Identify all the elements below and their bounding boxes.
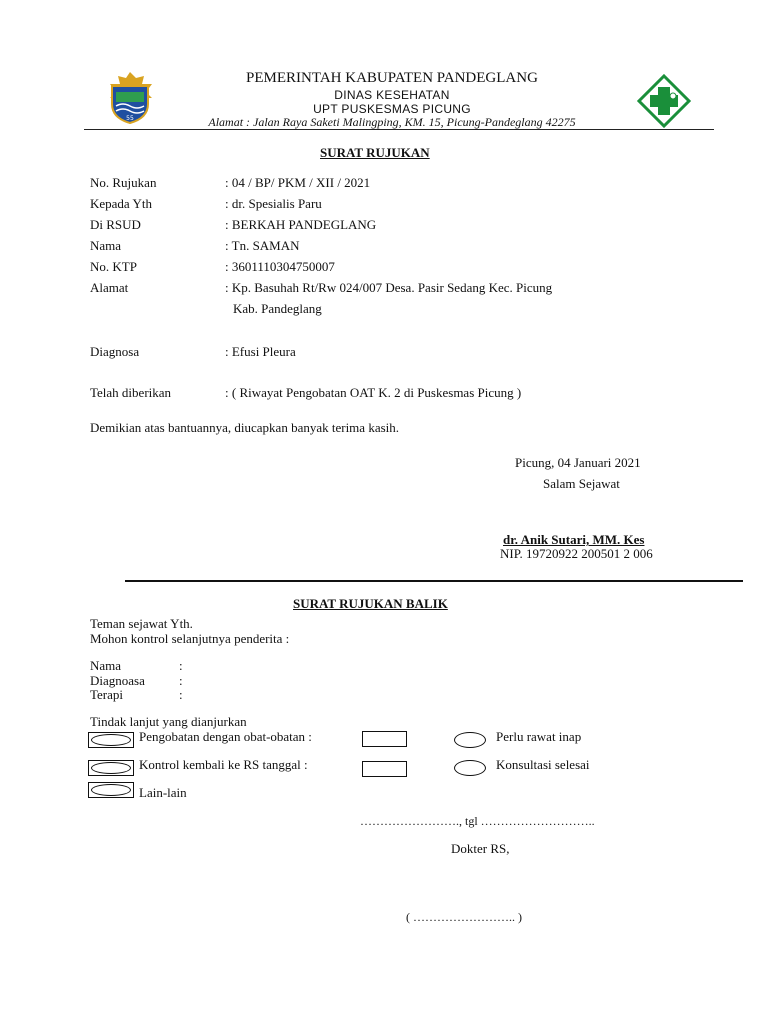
balik-field-colon: : [179,658,183,673]
alamat-line2: Kab. Pandeglang [233,301,322,316]
field-value: : BERKAH PANDEGLANG [225,217,377,232]
rawat-inap-radio[interactable] [454,732,486,748]
lain-checkbox[interactable] [88,782,134,798]
header-puskesmas: UPT PUSKESMAS PICUNG [313,102,471,116]
obat-oval-icon [91,734,131,746]
balik-title: SURAT RUJUKAN BALIK [293,596,448,611]
kontrol-checkbox[interactable] [88,760,134,776]
field-value: : 04 / BP/ PKM / XII / 2021 [225,175,371,190]
field-label: Di RSUD [90,217,141,232]
doctor-name: dr. Anik Sutari, MM. Kes [503,532,645,547]
obat-input-box[interactable] [362,731,407,747]
place-date: Picung, 04 Januari 2021 [515,455,641,470]
dokter-rs: Dokter RS, [451,841,510,856]
header-address: Alamat : Jalan Raya Saketi Malingping, KM. 15, Picung-Pandeglang 42275 [208,115,576,129]
field-value: : Tn. SAMAN [225,238,300,253]
balik-field-colon: : [179,687,183,702]
konsultasi-label: Konsultasi selesai [496,757,590,772]
signature-placeholder: ( …………………….. ) [406,910,522,924]
field-value: : dr. Spesialis Paru [225,196,322,211]
place-date-line: ……………………., tgl ……………………….. [360,814,595,828]
kontrol-oval-icon [91,762,131,774]
diagnosa-value: : Efusi Pleura [225,344,296,359]
balik-greeting: Teman sejawat Yth. [90,616,193,631]
diberikan-value: : ( Riwayat Pengobatan OAT K. 2 di Puskesmas Picung ) [225,385,522,400]
rujukan-title: SURAT RUJUKAN [320,145,430,160]
header-department: DINAS KESEHATAN [334,88,450,102]
field-label: Nama [90,238,122,253]
obat-label: Pengobatan dengan obat-obatan : [139,729,312,744]
kontrol-label: Kontrol kembali ke RS tanggal : [139,757,308,772]
lain-oval-icon [91,784,131,796]
balik-field-label: Nama [90,658,122,673]
diberikan-label: Telah diberikan [90,385,172,400]
rawat-inap-label: Perlu rawat inap [496,729,582,744]
lain-label: Lain-lain [139,785,187,800]
balik-field-colon: : [179,673,183,688]
field-label: Kepada Yth [90,196,152,211]
balik-field-label: Terapi [90,687,124,702]
field-label: Alamat [90,280,129,295]
field-label: No. Rujukan [90,175,157,190]
diagnosa-label: Diagnosa [90,344,140,359]
kontrol-date-box[interactable] [362,761,407,777]
emblem-number: 55 [126,115,134,122]
header-title: PEMERINTAH KABUPATEN PANDEGLANG [246,70,538,86]
obat-checkbox[interactable] [88,732,134,748]
section-divider [125,580,743,582]
field-value: : Kp. Basuhah Rt/Rw 024/007 Desa. Pasir Sedang Kec. Picung [225,280,553,295]
balik-request: Mohon kontrol selanjutnya penderita : [90,631,290,646]
field-value: : 3601110304750007 [225,259,335,274]
tindak-lanjut: Tindak lanjut yang dianjurkan [90,714,247,729]
konsultasi-radio[interactable] [454,760,486,776]
balik-field-label: Diagnoasa [90,673,145,688]
closing-text: Demikian atas bantuannya, diucapkan banyak terima kasih. [90,420,400,435]
salam-sejawat: Salam Sejawat [543,476,620,491]
field-label: No. KTP [90,259,137,274]
doctor-nip: NIP. 19720922 200501 2 006 [500,546,653,561]
header-divider [84,129,714,130]
